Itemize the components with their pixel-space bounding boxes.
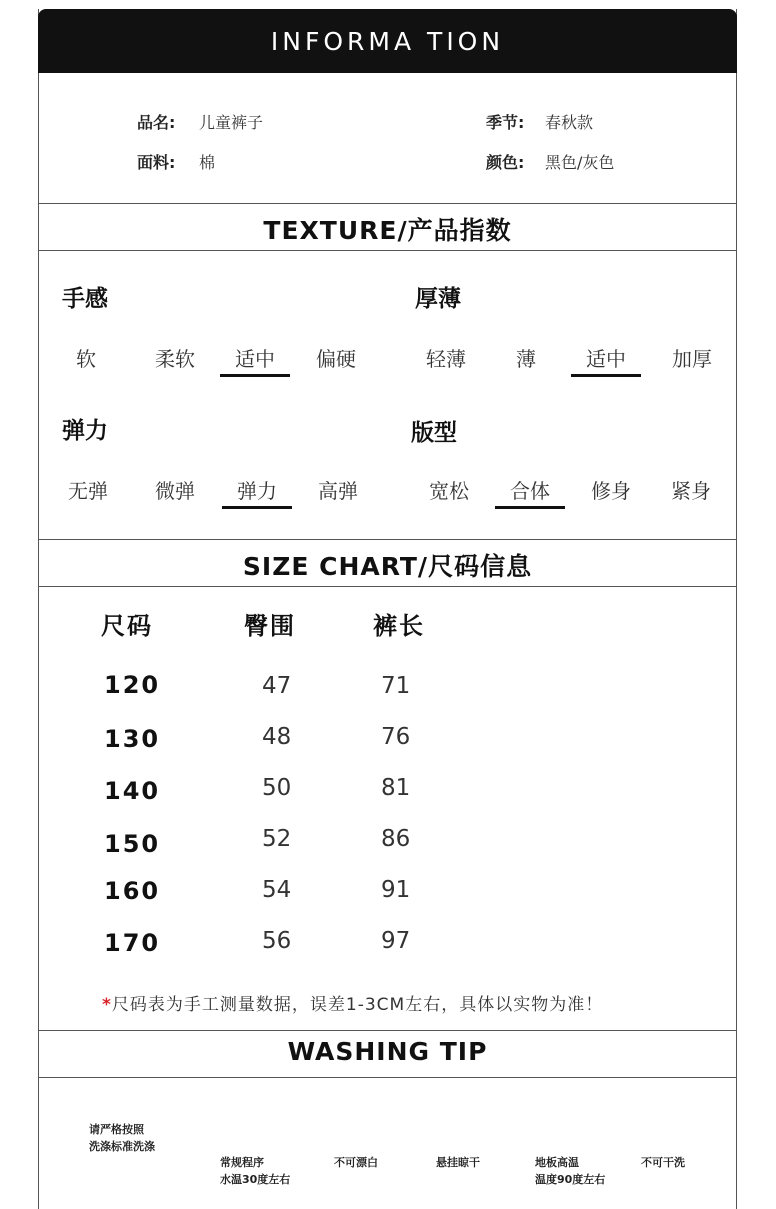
size-note-text: 尺码表为手工测量数据，误差1-3CM左右，具体以实物为准！	[111, 995, 604, 1015]
size-note	[102, 990, 603, 1015]
size-cell: 170	[104, 929, 161, 957]
texture-group-hand-feel: 手感	[62, 286, 108, 312]
washing-item-line: 不可干洗	[641, 1156, 685, 1169]
texture-option: 加厚	[672, 347, 712, 371]
size-header-length: 裤长	[373, 612, 425, 640]
texture-option: 薄	[516, 347, 536, 371]
divider	[38, 586, 737, 587]
texture-option: 柔软	[155, 347, 195, 371]
length-cell: 97	[381, 928, 411, 954]
fabric-value: 棉	[199, 153, 216, 172]
name-label: 品名:	[137, 113, 176, 132]
texture-option: 软	[76, 347, 96, 371]
length-cell: 71	[381, 673, 411, 699]
info-header-bar	[38, 9, 737, 73]
washing-item	[436, 1154, 480, 1171]
divider	[38, 539, 737, 540]
washing-intro-line: 洗涤标准洗涤	[89, 1140, 155, 1153]
size-cell: 130	[104, 725, 161, 753]
texture-option: 宽松	[429, 479, 469, 503]
hip-cell: 47	[262, 673, 292, 699]
texture-option: 紧身	[671, 479, 711, 503]
color-label: 颜色:	[486, 153, 525, 172]
hip-cell: 56	[262, 928, 292, 954]
texture-option: 轻薄	[426, 347, 466, 371]
asterisk: *	[102, 995, 112, 1015]
texture-option-selected: 适中	[571, 343, 641, 377]
washing-section-title: WASHING TIP	[287, 1037, 488, 1066]
season-label: 季节:	[486, 113, 525, 132]
length-cell: 86	[381, 826, 411, 852]
name-value: 儿童裤子	[199, 113, 264, 132]
color-value: 黑色/灰色	[545, 153, 615, 172]
divider	[38, 203, 737, 204]
texture-section-title: TEXTURE/产品指数	[263, 216, 512, 245]
size-cell: 120	[104, 671, 161, 699]
washing-item-line: 温度90度左右	[535, 1173, 606, 1186]
washing-item	[334, 1154, 378, 1171]
washing-item-line: 常规程序	[220, 1156, 264, 1169]
season-value: 春秋款	[545, 113, 594, 132]
divider	[38, 250, 737, 251]
length-cell: 81	[381, 775, 411, 801]
texture-option-selected: 合体	[495, 475, 565, 509]
size-cell: 160	[104, 877, 161, 905]
texture-group-fit: 版型	[411, 420, 457, 446]
washing-item-line: 不可漂白	[334, 1156, 378, 1169]
size-header-size: 尺码	[101, 612, 153, 640]
texture-option: 偏硬	[316, 347, 356, 371]
info-title: INFORMA TION	[270, 26, 505, 56]
texture-option-selected: 弹力	[222, 475, 292, 509]
washing-item	[535, 1154, 605, 1188]
washing-item-line: 水温30度左右	[220, 1173, 291, 1186]
washing-item-line: 地板高温	[535, 1156, 579, 1169]
fabric-label: 面料:	[137, 153, 176, 172]
hip-cell: 52	[262, 826, 292, 852]
divider	[38, 1030, 737, 1031]
texture-option: 无弹	[68, 479, 108, 503]
texture-group-elasticity: 弹力	[62, 418, 108, 444]
divider	[38, 1077, 737, 1078]
length-cell: 91	[381, 877, 411, 903]
washing-item-line: 悬挂晾干	[436, 1156, 480, 1169]
size-header-hip: 臀围	[244, 612, 296, 640]
size-cell: 150	[104, 830, 161, 858]
washing-intro	[89, 1121, 155, 1155]
texture-option: 微弹	[155, 479, 195, 503]
hip-cell: 54	[262, 877, 292, 903]
texture-group-thickness: 厚薄	[415, 286, 461, 312]
size-cell: 140	[104, 777, 161, 805]
hip-cell: 48	[262, 724, 292, 750]
washing-item	[220, 1154, 290, 1188]
size-chart-section-title: SIZE CHART/尺码信息	[242, 552, 533, 581]
hip-cell: 50	[262, 775, 292, 801]
length-cell: 76	[381, 724, 411, 750]
texture-option: 高弹	[318, 479, 358, 503]
texture-option-selected: 适中	[220, 343, 290, 377]
washing-item	[641, 1154, 685, 1171]
texture-option: 修身	[591, 479, 631, 503]
washing-intro-line: 请严格按照	[89, 1123, 144, 1136]
